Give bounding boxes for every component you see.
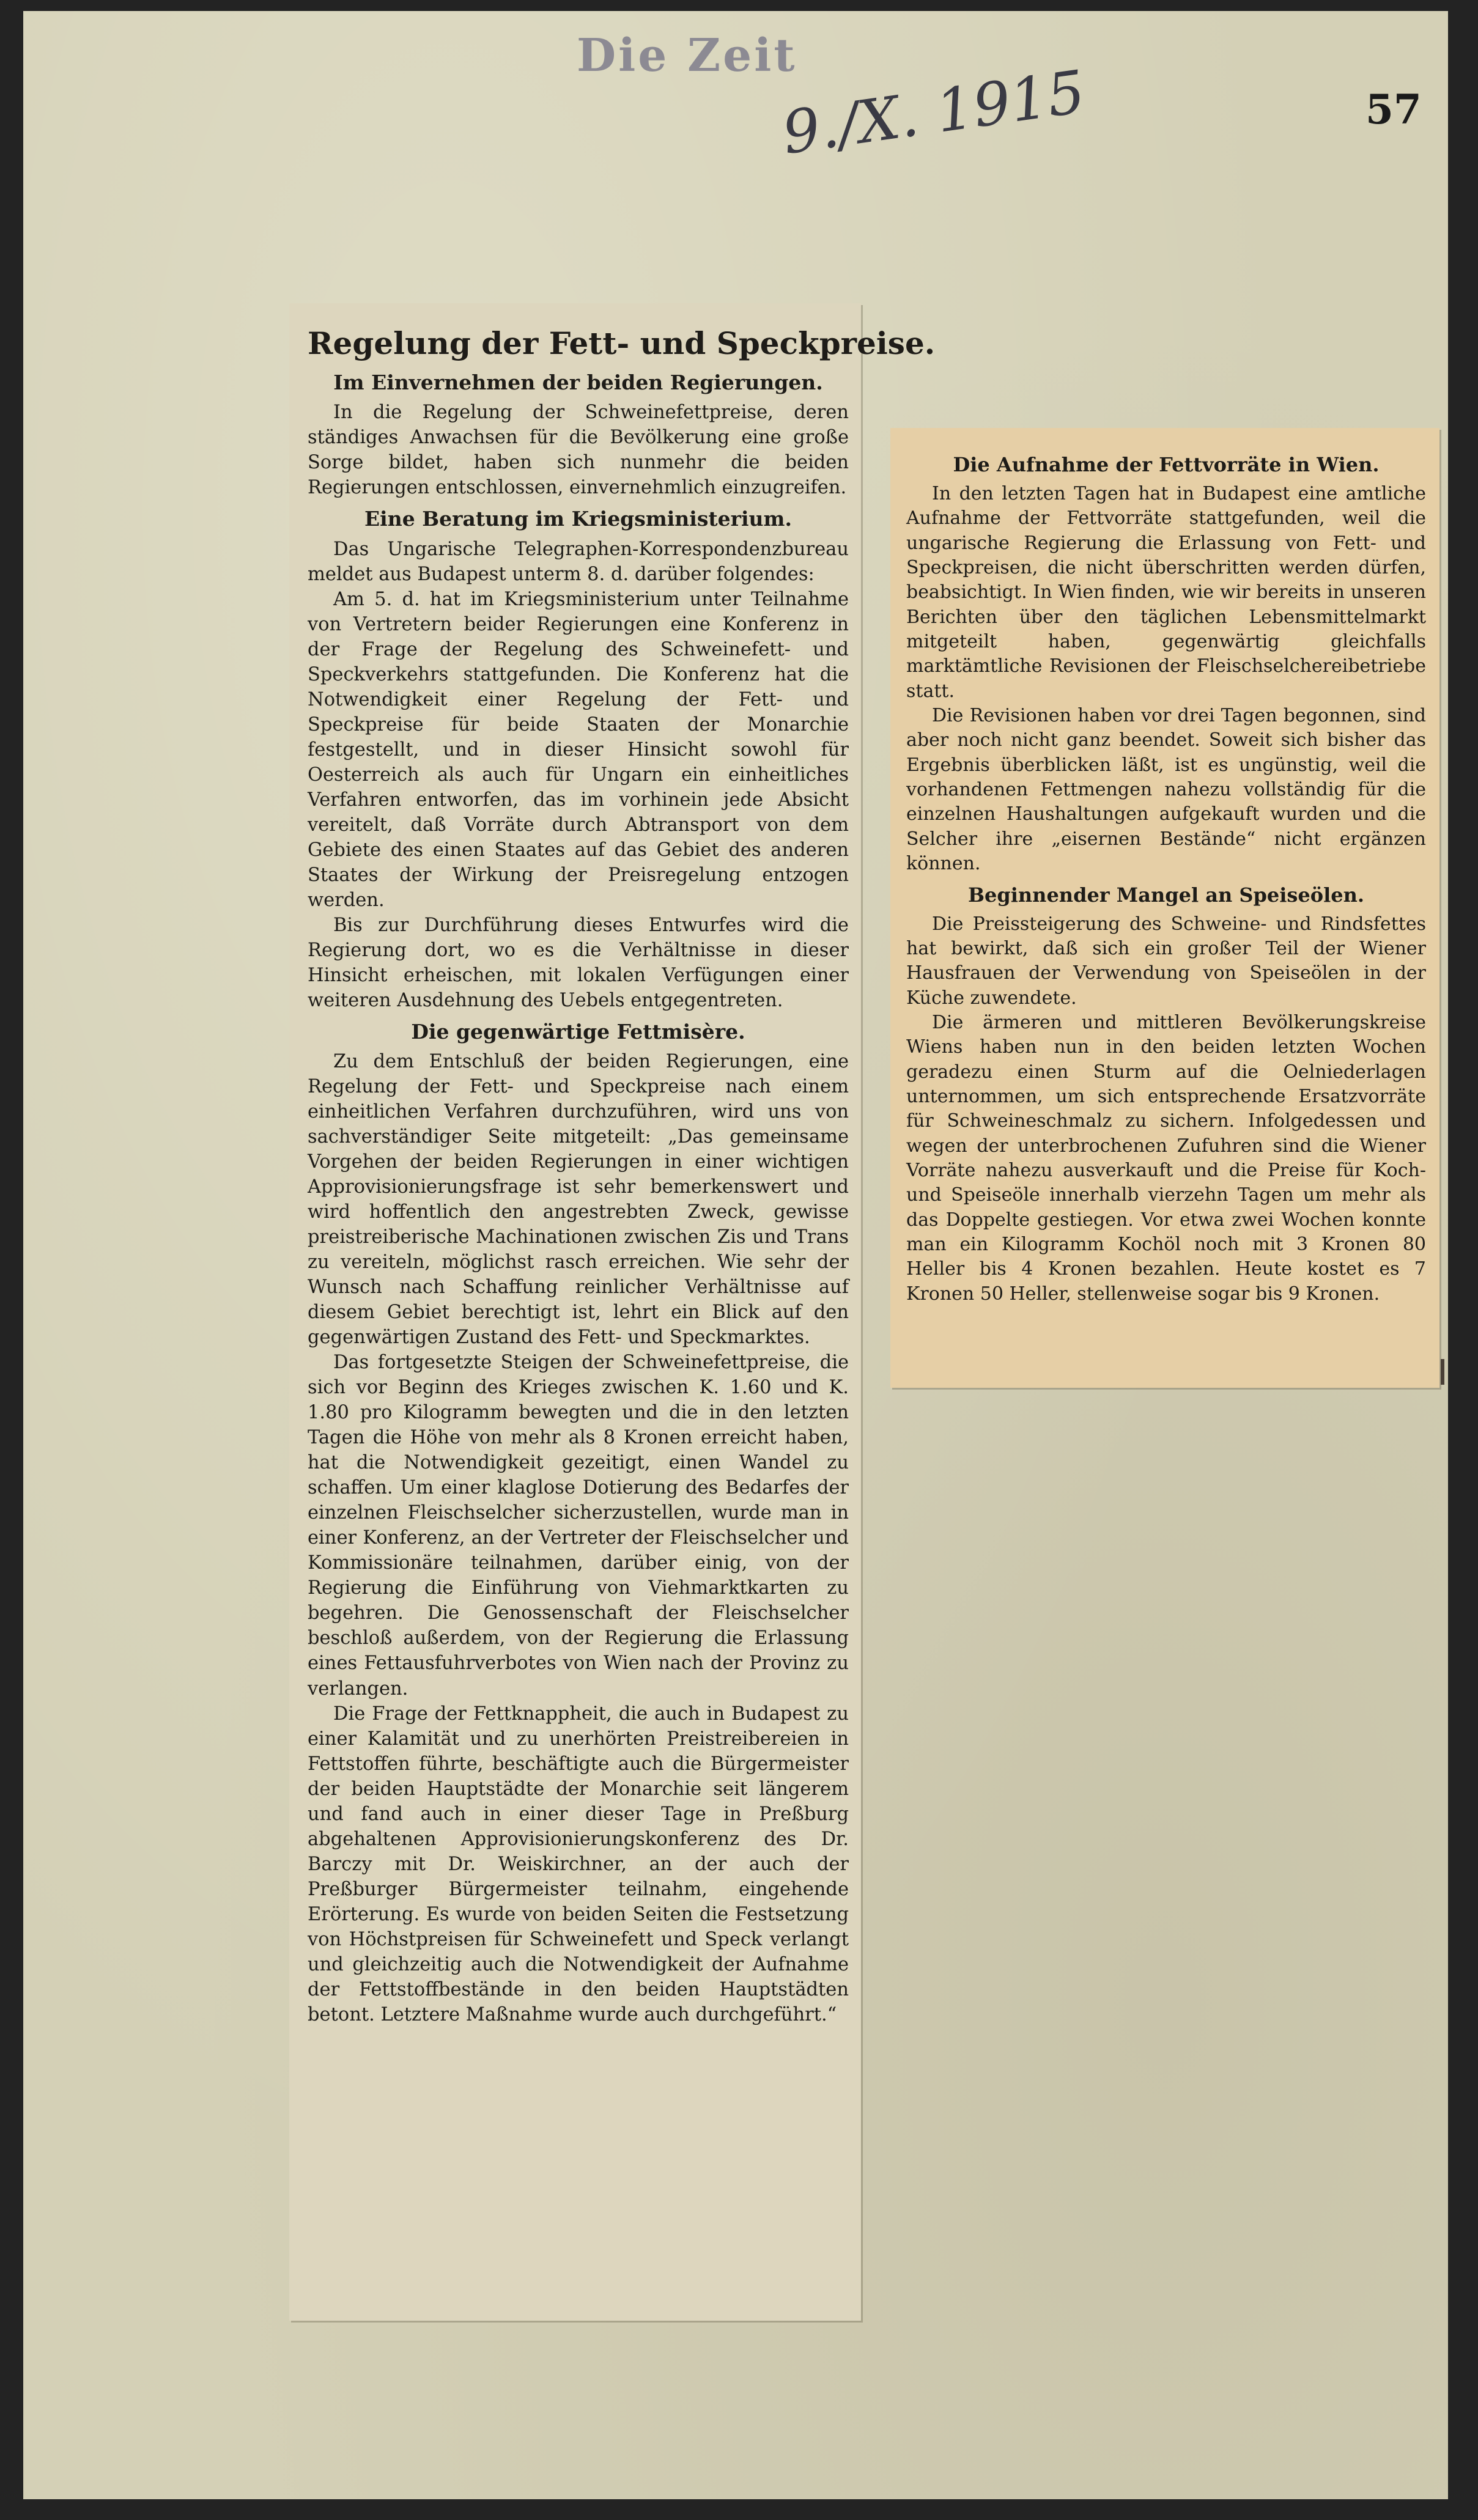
paragraph: Das fortgesetzte Steigen der Schweinefettpreise, die sich vor Beginn des Krieges zwischen K. 1.60 und K. 1.80 pro Kilogramm bewegten und die in den letzten Tagen die Höhe von mehr als 8 Kronen erreicht haben, hat die Notwendigkeit gezeitigt, einen Wandel zu schaffen. Um einer klaglose Dotierung des Bedarfes der einzelnen Fleischselcher sicherzustellen, wurde man in einer Konferenz, an der Vertreter der Fleischselcher und Kommissionäre teilnahmen, darüber einig, von der Regierung die Einführung von Viehmarktkarten zu begehren. Die Genossenschaft der Fleischselcher beschloß außerdem, von der Regierung die Erlassung eines Fettausfuhrverbotes von Wien nach der Provinz zu verlangen. [308,1352,849,1700]
paragraph: Die ärmeren und mittleren Bevölkerungskreise Wiens haben nun in den beiden letzten Wochen geradezu einen Sturm auf die Oelniederlagen unternommen, um sich entsprechende Ersatzvorräte für Schweineschmalz zu sichern. Infolgedessen und wegen der unterbrochenen Zufuhren sind die Wiener Vorräte nahezu ausverkauft und die Preise für Koch- und Speiseöle innerhalb vierzehn Tagen um mehr als das Doppelte gestiegen. Vor etwa zwei Wochen konnte man ein Kilogramm Kochöl noch mit 3 Kronen 80 Heller bis 4 Kronen bezahlen. Heute kostet es 7 Kronen 50 Heller, stellenweise sogar bis 9 Kronen. [906,1011,1426,1305]
paragraph: Die Revisionen haben vor drei Tagen begonnen, sind aber noch nicht ganz beendet. Soweit sich bisher das Ergebnis überblicken läßt, ist es ungünstig, weil die vorhandenen Fettmengen nahezu vollständig für die einzelnen Haushaltungen aufgekauft wurden und die Selcher ihre „eisernen Bestände“ nicht ergänzen können. [906,705,1426,875]
paragraph: Bis zur Durchführung dieses Entwurfes wird die Regierung dort, wo es die Verhältnisse in dieser Hinsicht erheischen, mit lokalen Verfügungen einer weiteren Ausdehnung des Uebels entgegentreten. [308,914,849,1011]
paragraph: Das Ungarische Telegraphen-Korrespondenzbureau meldet aus Budapest unterm 8. d. darüber folgendes: [308,538,849,585]
newspaper-stamp: Die Zeit [577,29,797,82]
article-intro: In die Regelung der Schweinefettpreise, deren ständiges Anwachsen für die Bevölkerung eine große Sorge bildet, haben sich nunmehr die beiden Regierungen entschlossen, einvernehmlich einzugreifen. [308,402,849,499]
archive-board [23,11,1448,2499]
paragraph: Die Preissteigerung des Schweine- und Rindsfettes hat bewirkt, daß sich ein großer Teil der Wiener Hausfrauen der Verwendung von Speiseölen in der Küche zuwendete. [906,913,1426,1009]
handwritten-date: 9./X. 1915 [778,57,1089,168]
paragraph: Am 5. d. hat im Kriegsministerium unter Teilnahme von Vertretern beider Regierungen eine Konferenz in der Frage der Regelung des Schweinefett- und Speckverkehrs stattgefunden. Die Konferenz hat die Notwendigkeit einer Regelung der Fett- und Speckpreise für beide Staaten der Monarchie festgestellt, und in dieser Hinsicht sowohl für Oesterreich als auch für Ungarn ein einheitliches Verfahren entworfen, das im vorhinein jede Absicht vereitelt, daß Vorräte durch Abtransport von dem Gebiete des einen Staates auf das Gebiet des anderen Staates der Wirkung der Preisregelung entzogen werden. [308,588,849,911]
clipping-right [890,428,1439,1388]
page-number: 57 [1365,86,1422,133]
section-heading-fettvorraete: Die Aufnahme der Fettvorräte in Wien. [953,453,1380,476]
section-heading-fettmisere: Die gegenwärtige Fettmisère. [411,1019,745,1044]
article-subtitle: Im Einvernehmen der beiden Regierungen. [333,370,823,394]
paragraph: In den letzten Tagen hat in Budapest eine amtliche Aufnahme der Fettvorräte stattgefunden, weil die ungarische Regierung die Erlassung von Fett- und Speckpreisen, die nicht überschritten werden dürfen, beabsichtigt. In Wien finden, wie wir bereits in unseren Berichten über den täglichen Lebensmittelmarkt mitgeteilt haben, gegenwärtig gleichfalls marktämtliche Revisionen der Fleischselchereibetriebe statt. [906,483,1426,702]
section-heading-beratung: Eine Beratung im Kriegsministerium. [364,507,792,531]
section-heading-speiseoele: Beginnender Mangel an Speiseölen. [967,883,1365,907]
paragraph: Zu dem Entschluß der beiden Regierungen, eine Regelung der Fett- und Speckpreise nach einem einheitlichen Verfahren durchzuführen, wird uns von sachverständiger Seite mitgeteilt: „Das gemeinsame Vorgehen der beiden Regierungen in einer wichtigen Approvisionierungsfrage ist sehr bemerkenswert und wird hoffentlich den angestrebten Zweck, gewisse preistreiberische Machinationen zwischen Zis und Trans zu vereiteln, möglichst rasch erreichen. Wie sehr der Wunsch nach Schaffung reinlicher Verhältnisse auf diesem Gebiet berechtigt ist, lehrt ein Blick auf den gegenwärtigen Zustand des Fett- und Speckmarktes. [308,1051,849,1349]
clipping-left [289,303,936,2321]
article-headline: Regelung der Fett- und Speckpreise. [308,325,936,361]
pencil-mark [1441,1359,1444,1385]
paragraph: Die Frage der Fettknappheit, die auch in Budapest zu einer Kalamität und zu unerhörten Preistreibereien in Fettstoffen führte, beschäftigte auch die Bürgermeister der beiden Hauptstädte der Monarchie seit längerem und fand auch in einer dieser Tage in Preßburg abgehaltenen Approvisionierungskonferenz des Dr. Barczy mit Dr. Weiskirchner, an der auch der Preßburger Bürgermeister teilnahm, eingehende Erörterung. Es wurde von beiden Seiten die Festsetzung von Höchstpreisen für Schweinefett und Speck verlangt und gleichzeitig auch die Notwendigkeit der Aufnahme der Fettstoffbestände in den beiden Hauptstädten betont. Letztere Maßnahme wurde auch durchgeführt.“ [308,1703,849,2025]
